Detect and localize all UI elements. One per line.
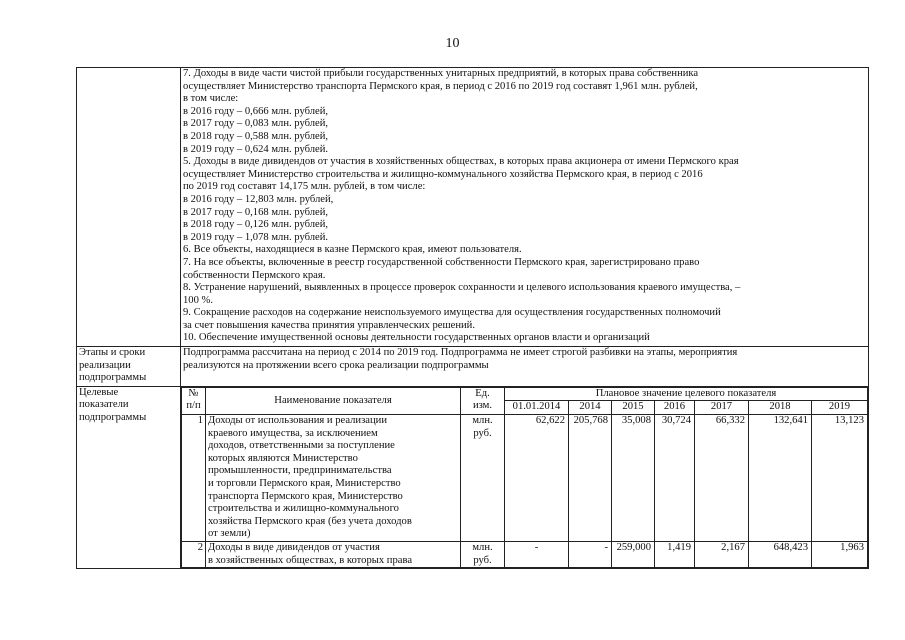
table-row (182, 541, 868, 567)
row-name (206, 541, 461, 567)
header-year: 2017 (695, 401, 749, 415)
targets-label-cell (77, 386, 181, 568)
row-value: 62,622 (505, 415, 569, 542)
results-line: в 2017 году – 0,168 млн. рублей, (183, 206, 329, 218)
targets-label: показатели (79, 399, 129, 411)
stages-label: реализации (79, 359, 131, 371)
stages-text: Подпрограмма рассчитана на период с 2014 по 2019 год. Подпрограмма не имеет строгой разбивки на этапы, мероприятия (183, 347, 738, 359)
results-line: в том числе: (183, 93, 239, 105)
results-label-cell (77, 68, 181, 347)
results-line: в 2019 году – 0,624 млн. рублей. (183, 143, 329, 155)
header-year: 2015 (612, 401, 655, 415)
page-number: 10 (445, 36, 460, 51)
row-name-line: транспорта Пермского края, Министерство (208, 490, 403, 502)
row-name (206, 415, 461, 542)
row-name-line: строительства и жилищно-коммунального (208, 503, 399, 515)
results-line: 7. На все объекты, включенные в реестр государственной собственности Пермского края, зарегистрировано право (183, 256, 700, 268)
header-plan: Плановое значение целевого показателя (505, 387, 868, 401)
results-line: 100 %. (183, 294, 214, 306)
results-line: осуществляет Министерство транспорта Пермского края, в период с 2016 по 2019 год составят 1,961 млн. рублей, (183, 80, 698, 92)
header-name: Наименование показателя (206, 387, 461, 414)
results-line: в 2018 году – 0,126 млн. рублей, (183, 219, 329, 231)
results-line: осуществляет Министерство строительства и жилищно-коммунального хозяйства Пермского края, в период с 2016 (183, 168, 703, 180)
results-row (77, 68, 869, 347)
row-name-line: Доходы в виде дивидендов от участия (208, 541, 380, 553)
row-name-line: от земли) (208, 528, 251, 540)
row-unit-line: млн. (472, 541, 493, 553)
stages-label: Этапы и сроки (79, 347, 146, 359)
targets-label: подпрограммы (79, 412, 147, 424)
targets-label: Целевые (79, 386, 119, 398)
results-line: за счет повышения качества принятия управленческих решений. (183, 319, 475, 331)
results-line: в 2019 году – 1,078 млн. рублей. (183, 231, 329, 243)
row-name-line: промышленности, предпринимательства (208, 465, 392, 477)
row-value: 30,724 (655, 415, 695, 542)
targets-table (181, 387, 868, 568)
row-unit (461, 541, 505, 567)
results-line: 8. Устранение нарушений, выявленных в процессе проверок сохранности и целевого использования краевого имущества, – (183, 282, 741, 294)
row-value: 648,423 (749, 541, 812, 567)
row-unit-line: млн. (472, 415, 493, 427)
row-name-line: доходов, ответственными за поступление (208, 440, 395, 452)
header-unit (461, 387, 505, 414)
results-line: 10. Обеспечение имущественной основы деятельности государственных органов власти и организаций (183, 332, 650, 344)
header-unit-line: Ед. (475, 387, 490, 399)
row-value: - (505, 541, 569, 567)
row-name-line: Доходы от использования и реализации (208, 415, 387, 427)
header-unit-line: изм. (472, 400, 493, 412)
targets-table-cell (181, 386, 869, 568)
results-line: в 2016 году – 12,803 млн. рублей, (183, 193, 334, 205)
row-value: 132,641 (749, 415, 812, 542)
row-value: 35,008 (612, 415, 655, 542)
row-value: 259,000 (612, 541, 655, 567)
header-num (182, 387, 206, 414)
stages-text: реализуются на протяжении всего срока реализации подпрограммы (183, 359, 489, 371)
header-year: 2016 (655, 401, 695, 415)
header-num-line: п/п (186, 400, 201, 412)
row-num: 1 (182, 415, 206, 542)
results-line: 9. Сокращение расходов на содержание неиспользуемого имущества для осуществления государственных полномочий (183, 307, 721, 319)
results-line: в 2016 году – 0,666 млн. рублей, (183, 105, 329, 117)
results-line: 6. Все объекты, находящиеся в казне Пермского края, имеют пользователя. (183, 244, 522, 256)
row-value: - (569, 541, 612, 567)
header-year: 2018 (749, 401, 812, 415)
header-num-line: № (188, 387, 199, 399)
targets-row (77, 386, 869, 568)
stages-label-cell (77, 347, 181, 387)
results-line: 7. Доходы в виде части чистой прибыли государственных унитарных предприятий, в которых права собственника (183, 68, 699, 79)
results-line: в 2017 году – 0,083 млн. рублей, (183, 118, 329, 130)
row-name-line: краевого имущества, за исключением (208, 427, 378, 439)
row-unit (461, 415, 505, 542)
row-value: 2,167 (695, 541, 749, 567)
results-line: 5. Доходы в виде дивидендов от участия в хозяйственных обществах, в которых права акционера от имени Пермского края (183, 156, 739, 168)
row-unit-line: руб. (473, 427, 492, 439)
row-name-line: и торговли Пермского края, Министерство (208, 478, 401, 489)
targets-header-row (182, 387, 868, 401)
row-value: 1,419 (655, 541, 695, 567)
table-row (182, 415, 868, 542)
row-unit-line: руб. (473, 554, 492, 566)
row-num: 2 (182, 541, 206, 567)
passport-table (76, 67, 869, 569)
header-year: 2014 (569, 401, 612, 415)
row-value: 1,963 (812, 541, 868, 567)
results-text-cell (181, 68, 869, 347)
row-name-line: хозяйства Пермского края (без учета доходов (208, 515, 412, 527)
stages-row (77, 347, 869, 387)
results-line: в 2018 году – 0,588 млн. рублей, (183, 130, 329, 142)
row-value: 66,332 (695, 415, 749, 542)
results-line: собственности Пермского края. (183, 269, 326, 281)
results-line: по 2019 год составят 14,175 млн. рублей, в том числе: (183, 181, 426, 193)
stages-label: подпрограммы (79, 372, 147, 384)
row-value: 13,123 (812, 415, 868, 542)
row-name-line: которых являются Министерство (208, 452, 358, 464)
stages-text-cell (181, 347, 869, 387)
header-year: 2019 (812, 401, 868, 415)
row-value: 205,768 (569, 415, 612, 542)
header-year: 01.01.2014 (505, 401, 569, 415)
row-name-line: в хозяйственных обществах, в которых права (208, 554, 413, 566)
